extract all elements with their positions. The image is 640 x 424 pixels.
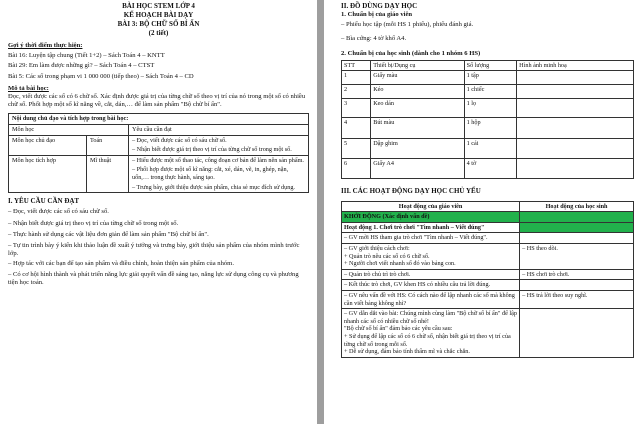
materials-cell: Giấy màu xyxy=(371,71,464,85)
table-cell-subject: Môn học tích hợp xyxy=(9,155,87,192)
warmup-label-empty xyxy=(520,212,634,223)
suggest-line: Bài 29: Em làm được những gì? – Sách Toán 4 – CTST xyxy=(8,62,155,70)
materials-image-cell xyxy=(517,85,634,99)
table-cell-subject: Môn học chủ đạo xyxy=(9,135,87,155)
activity-teacher-cell xyxy=(342,243,520,269)
table-cell-subsubject: Mĩ thuật xyxy=(87,155,129,192)
activity-teacher-cell xyxy=(342,290,520,308)
materials-cell: Giấy A4 xyxy=(371,159,464,179)
materials-cell: Dập ghim xyxy=(371,139,464,159)
teacher-step: "Bộ chữ số bí ẩn" đảm bảo các yêu cầu sau: xyxy=(344,325,453,333)
activity-teacher-cell xyxy=(342,269,520,280)
materials-image-cell xyxy=(517,99,634,118)
objective-line: – Có cơ hội hình thành và phát triển năng lực giải quyết vấn đề sáng tạo, năng lực sử dụng công cụ và phương tiện học toán. xyxy=(8,270,299,286)
materials-cell: 1 lọ xyxy=(464,99,517,118)
materials-cell: Bút màu xyxy=(371,118,464,139)
materials-header: Số lượng xyxy=(464,60,517,71)
materials-cell: 3 xyxy=(342,99,371,118)
table-header-subject: Môn học xyxy=(9,125,129,136)
materials-cell: 1 chiếc xyxy=(464,85,517,99)
materials-cell: 6 xyxy=(342,159,371,179)
table-cell-subsubject: Toán xyxy=(87,135,129,155)
materials-cell: 1 hộp xyxy=(464,118,517,139)
student-prep-heading: 2. Chuẩn bị của học sinh (dành cho 1 nhóm 6 HS) xyxy=(341,49,481,57)
objective-line: – Đọc, viết được các số có sáu chữ số. xyxy=(8,208,109,216)
materials-cell: 1 cái xyxy=(464,139,517,159)
teacher-step: – Kết thúc trò chơi, GV khen HS có nhiều câu trả lời đúng. xyxy=(344,281,491,289)
activity-student-cell: – HS trả lời theo suy nghĩ. xyxy=(520,290,634,308)
activity-student-cell: – HS theo dõi. xyxy=(520,243,634,269)
objective-line: – Nhận biết được giá trị theo vị trí của từng chữ số trong một số. xyxy=(8,219,179,227)
suggest-line: Bài 5: Các số trong phạm vi 1 000 000 (tiếp theo) – Sách Toán 4 – CD xyxy=(8,72,194,80)
activity-teacher-cell xyxy=(342,233,520,244)
materials-cell: Kéo xyxy=(371,85,464,99)
activities-header-teacher: Hoạt động của giáo viên xyxy=(342,201,520,212)
suggest-line: Bài 16: Luyện tập chung (Tiết 1+2) – Sách Toán 4 – KNTT xyxy=(8,52,165,60)
objective-line: – Tự tin trình bày ý kiến khi thảo luận đề xuất ý tưởng và trưng bày, giới thiệu sản phẩm của nhóm mình trước lớp. xyxy=(8,241,300,258)
teacher-prep-heading: 1. Chuẩn bị của giáo viên xyxy=(341,11,413,18)
document-page-right xyxy=(324,0,640,424)
activity-student-cell xyxy=(520,233,634,244)
teacher-step: – Quản trò chủ trì trò chơi. xyxy=(344,270,411,278)
materials-header: Hình ảnh minh hoạ xyxy=(517,60,634,71)
requirement-line: – Trưng bày, giới thiệu được sản phẩm, chia sẻ mục đích sử dụng. xyxy=(132,183,295,191)
teacher-step: + Người chơi viết nhanh số đó vào bảng con. xyxy=(344,260,456,268)
materials-image-cell xyxy=(517,159,634,179)
section2-heading: II. ĐỒ DÙNG DẠY HỌC xyxy=(341,2,418,10)
materials-cell: 1 xyxy=(342,71,371,85)
activities-header-student: Hoạt động của học sinh xyxy=(520,201,634,212)
activity-student-cell xyxy=(520,280,634,291)
integration-table-caption: Nội dung chủ đạo và tích hợp trong bài học: xyxy=(9,114,309,125)
teacher-step: + Sử dụng để lập các số có 6 chữ số, nhận biết giá trị theo vị trí của từng chữ số trong mỗi số. xyxy=(344,332,511,348)
materials-cell: Keo dán xyxy=(371,99,464,118)
desc-heading: Mô tả bài học: xyxy=(8,84,49,92)
lesson-title-name: BÀI 3: BỘ CHỮ SỐ BÍ ẨN xyxy=(117,20,200,28)
materials-cell: 4 tờ xyxy=(464,159,517,179)
activity-title-empty xyxy=(520,222,634,233)
objective-line: – Thực hành sử dụng các vật liệu đơn giản để làm sản phẩm "Bộ chữ bí ẩn". xyxy=(8,230,209,238)
requirement-line: – Phối hợp được một số kĩ năng: cắt, xé, dán, vẽ, in, ghép, nặn, uốn,… trong thực hành, sáng tạo. xyxy=(132,166,289,181)
teacher-step: – GV nêu vấn đề với HS: Có cách nào để lập nhanh các số mà không cần viết bảng không nhỉ? xyxy=(344,291,515,307)
lesson-duration: (2 tiết) xyxy=(148,29,169,37)
materials-image-cell xyxy=(517,118,634,139)
materials-cell: 4 xyxy=(342,118,371,139)
requirement-line: – Hiểu được một số thao tác, công đoạn cơ bản để làm nên sản phẩm. xyxy=(132,156,304,164)
activity-student-cell: – HS chơi trò chơi. xyxy=(520,269,634,280)
materials-header: Thiết bị/Dụng cụ xyxy=(371,60,464,71)
teacher-step: + Quản trò nêu các số có 6 chữ số. xyxy=(344,252,430,260)
document-page-left xyxy=(0,0,317,424)
requirement-line: – Đọc, viết được các số có sáu chữ số. xyxy=(132,136,227,144)
teacher-step: + Dễ sử dụng, đảm bảo tính thẩm mĩ và chắc chắn. xyxy=(344,348,470,356)
materials-table xyxy=(341,60,634,180)
lesson-title-plan: KẾ HOẠCH BÀI DẠY xyxy=(123,11,194,19)
table-cell-requirements xyxy=(129,135,309,155)
integration-table xyxy=(8,113,309,193)
teacher-step: – GV giới thiệu cách chơi: xyxy=(344,244,410,252)
materials-cell: 1 tập xyxy=(464,71,517,85)
suggest-heading: Gợi ý thời điểm thực hiện: xyxy=(8,42,83,49)
activity-teacher-cell xyxy=(342,280,520,291)
activity-teacher-cell xyxy=(342,309,520,358)
materials-cell: 5 xyxy=(342,139,371,159)
activities-table xyxy=(341,201,634,358)
materials-image-cell xyxy=(517,139,634,159)
section3-heading: III. CÁC HOẠT ĐỘNG DẠY HỌC CHỦ YẾU xyxy=(341,187,481,196)
activity-title: Hoạt động 1. Chơi trò chơi "Tìm nhanh – Viết đúng" xyxy=(342,222,520,233)
warmup-label: KHỞI ĐỘNG (Xác định vấn đề) xyxy=(342,212,520,223)
teacher-prep-line: – Phiếu học tập (mỗi HS 1 phiếu), phiếu đánh giá. xyxy=(341,21,474,29)
teacher-step: – GV mời HS tham gia trò chơi "Tìm nhanh – Viết đúng". xyxy=(344,234,488,242)
desc-text: Đọc, viết được các số có 6 chữ số. Xác định được giá trị của từng chữ số theo vị trí của nó trong một số có nhiều chữ số. Phối hợp một số kĩ năng về, cắt, dán,… để làm sản phẩm "Bộ chữ bí ẩn". xyxy=(8,93,306,109)
materials-image-cell xyxy=(517,71,634,85)
objective-line: – Hợp tác với các bạn để tạo sản phẩm và điều chỉnh, hoàn thiện sản phẩm của nhóm. xyxy=(8,260,234,268)
requirement-line: – Nhận biết được giá trị theo vị trí của từng chữ số trong một số. xyxy=(132,146,292,154)
lesson-title-grade: BÀI HỌC STEM LỚP 4 xyxy=(122,2,195,10)
section1-heading: I. YÊU CẦU CẦN ĐẠT xyxy=(8,197,80,206)
materials-cell: 2 xyxy=(342,85,371,99)
activity-student-cell xyxy=(520,309,634,358)
teacher-prep-line: – Bìa cứng: 4 tờ khổ A4. xyxy=(341,35,407,43)
teacher-step: – GV dẫn dắt vào bài: Chúng mình cùng làm "Bộ chữ số bí ẩn" để lập nhanh các số có nhiều chữ số nhé! xyxy=(344,310,517,325)
table-cell-requirements xyxy=(129,155,309,192)
materials-header: STT xyxy=(342,60,371,71)
table-header-requirement: Yêu cầu cần đạt xyxy=(129,125,309,136)
